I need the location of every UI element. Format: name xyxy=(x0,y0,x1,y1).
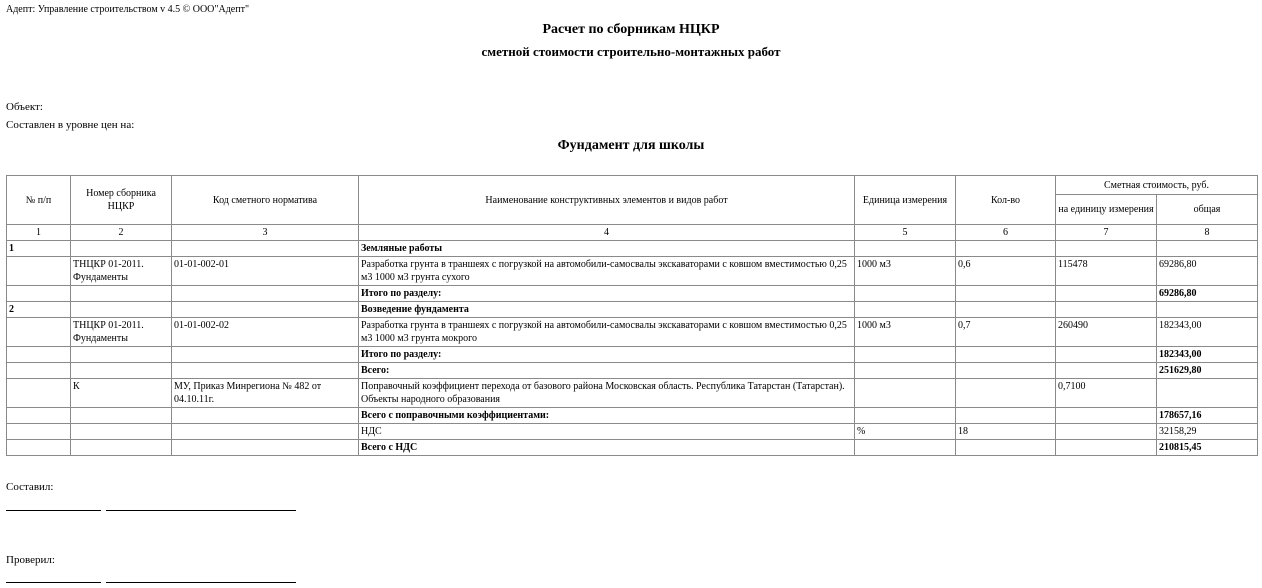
cell-qty xyxy=(956,440,1056,456)
column-number-6: 6 xyxy=(956,225,1056,241)
cell-unit xyxy=(855,408,956,424)
cell-per-unit xyxy=(1056,408,1157,424)
cell-code xyxy=(172,363,359,379)
table-row xyxy=(7,286,1258,302)
cell-collection xyxy=(71,286,172,302)
header-collection: Номер сборника НЦКР xyxy=(71,176,172,225)
cell-per-unit xyxy=(1056,286,1157,302)
cell-name: Земляные работы xyxy=(359,241,855,257)
table-row xyxy=(7,408,1258,424)
cell-per-unit: 0,7100 xyxy=(1056,379,1157,408)
column-number-7: 7 xyxy=(1056,225,1157,241)
compiled-by-name-line xyxy=(106,510,296,511)
cell-per-unit xyxy=(1056,347,1157,363)
cell-total: 182343,00 xyxy=(1157,347,1258,363)
cell-code xyxy=(172,241,359,257)
cell-total: 210815,45 xyxy=(1157,440,1258,456)
estimate-table-body xyxy=(7,176,1258,456)
cell-code: МУ, Приказ Минрегиона № 482 от 04.10.11г. xyxy=(172,379,359,408)
cell-num xyxy=(7,379,71,408)
cell-num xyxy=(7,318,71,347)
cell-per-unit: 260490 xyxy=(1056,318,1157,347)
cell-qty: 0,7 xyxy=(956,318,1056,347)
cell-num xyxy=(7,286,71,302)
cell-unit xyxy=(855,347,956,363)
cell-per-unit xyxy=(1056,440,1157,456)
cell-qty xyxy=(956,347,1056,363)
header-per-unit: на единицу измерения xyxy=(1056,195,1157,225)
cell-total: 178657,16 xyxy=(1157,408,1258,424)
table-row xyxy=(7,363,1258,379)
cell-total: 251629,80 xyxy=(1157,363,1258,379)
cell-per-unit xyxy=(1056,241,1157,257)
cell-num: 1 xyxy=(7,241,71,257)
cell-name: Всего: xyxy=(359,363,855,379)
cell-collection: ТНЦКР 01-2011. Фундаменты xyxy=(71,318,172,347)
cell-qty xyxy=(956,302,1056,318)
cell-unit: 1000 м3 xyxy=(855,318,956,347)
cell-num xyxy=(7,440,71,456)
cell-collection xyxy=(71,302,172,318)
cell-code xyxy=(172,347,359,363)
cell-total xyxy=(1157,379,1258,408)
cell-num xyxy=(7,408,71,424)
column-number-1: 1 xyxy=(7,225,71,241)
cell-per-unit xyxy=(1056,302,1157,318)
header-cost-group: Сметная стоимость, руб. xyxy=(1056,176,1258,195)
cell-code: 01-01-002-01 xyxy=(172,257,359,286)
cell-qty xyxy=(956,241,1056,257)
table-row xyxy=(7,241,1258,257)
header-code: Код сметного норматива xyxy=(172,176,359,225)
header-name: Наименование конструктивных элементов и видов работ xyxy=(359,176,855,225)
app-header-note: Адепт: Управление строительством v 4.5 © ООО"Адепт" xyxy=(6,4,250,15)
checked-by-label: Проверил: xyxy=(6,554,55,566)
column-number-5: 5 xyxy=(855,225,956,241)
cell-unit: % xyxy=(855,424,956,440)
cell-total: 69286,80 xyxy=(1157,286,1258,302)
cell-collection xyxy=(71,440,172,456)
column-number-3: 3 xyxy=(172,225,359,241)
cell-name: Разработка грунта в траншеях с погрузкой на автомобили-самосвалы экскаваторами с ковшом вместимостью 0,25 м3 1000 м3 грунта сухого xyxy=(359,257,855,286)
cell-unit xyxy=(855,363,956,379)
price-level-label: Составлен в уровне цен на: xyxy=(6,119,135,131)
cell-name: Итого по разделу: xyxy=(359,286,855,302)
cell-per-unit xyxy=(1056,424,1157,440)
cell-qty xyxy=(956,286,1056,302)
table-row xyxy=(7,302,1258,318)
cell-qty: 18 xyxy=(956,424,1056,440)
cell-num xyxy=(7,363,71,379)
cell-code xyxy=(172,302,359,318)
cell-qty: 0,6 xyxy=(956,257,1056,286)
compiled-by-signature-line xyxy=(6,510,101,511)
cell-unit: 1000 м3 xyxy=(855,257,956,286)
document-title: Расчет по сборникам НЦКР xyxy=(542,22,720,37)
estimate-table xyxy=(6,175,1258,456)
cell-num xyxy=(7,347,71,363)
cell-name: НДС xyxy=(359,424,855,440)
cell-code: 01-01-002-02 xyxy=(172,318,359,347)
cell-total: 182343,00 xyxy=(1157,318,1258,347)
column-number-4: 4 xyxy=(359,225,855,241)
table-row xyxy=(7,257,1258,286)
cell-per-unit xyxy=(1056,363,1157,379)
cell-total: 69286,80 xyxy=(1157,257,1258,286)
cell-num: 2 xyxy=(7,302,71,318)
cell-collection xyxy=(71,424,172,440)
cell-qty xyxy=(956,363,1056,379)
cell-total xyxy=(1157,241,1258,257)
cell-qty xyxy=(956,408,1056,424)
checked-by-signature-line xyxy=(6,582,101,583)
document-subtitle: сметной стоимости строительно-монтажных работ xyxy=(481,44,781,59)
object-name: Фундамент для школы xyxy=(557,138,705,153)
cell-name: Возведение фундамента xyxy=(359,302,855,318)
checked-by-name-line xyxy=(106,582,296,583)
cell-name: Всего с поправочными коэффициентами: xyxy=(359,408,855,424)
column-number-8: 8 xyxy=(1157,225,1258,241)
cell-collection xyxy=(71,363,172,379)
cell-unit xyxy=(855,379,956,408)
cell-unit xyxy=(855,302,956,318)
cell-qty xyxy=(956,379,1056,408)
cell-collection: ТНЦКР 01-2011. Фундаменты xyxy=(71,257,172,286)
cell-num xyxy=(7,424,71,440)
cell-code xyxy=(172,440,359,456)
cell-total: 32158,29 xyxy=(1157,424,1258,440)
header-num: № п/п xyxy=(7,176,71,225)
cell-collection xyxy=(71,241,172,257)
cell-unit xyxy=(855,241,956,257)
cell-collection xyxy=(71,408,172,424)
table-row xyxy=(7,347,1258,363)
cell-code xyxy=(172,408,359,424)
compiled-by-label: Составил: xyxy=(6,481,54,493)
table-row xyxy=(7,318,1258,347)
cell-name: Поправочный коэффициент перехода от базового района Московская область. Республика Татарстан (Татарстан). Объекты народного образования xyxy=(359,379,855,408)
cell-num xyxy=(7,257,71,286)
cell-name: Итого по разделу: xyxy=(359,347,855,363)
object-label: Объект: xyxy=(6,101,43,113)
cell-per-unit: 115478 xyxy=(1056,257,1157,286)
table-row xyxy=(7,424,1258,440)
cell-code xyxy=(172,286,359,302)
cell-name: Всего с НДС xyxy=(359,440,855,456)
cell-collection xyxy=(71,347,172,363)
cell-unit xyxy=(855,286,956,302)
cell-unit xyxy=(855,440,956,456)
table-row xyxy=(7,379,1258,408)
cell-total xyxy=(1157,302,1258,318)
cell-collection: К xyxy=(71,379,172,408)
header-total: общая xyxy=(1157,195,1258,225)
column-number-2: 2 xyxy=(71,225,172,241)
header-qty: Кол-во xyxy=(956,176,1056,225)
header-unit: Единица измерения xyxy=(855,176,956,225)
cell-name: Разработка грунта в траншеях с погрузкой на автомобили-самосвалы экскаваторами с ковшом вместимостью 0,25 м3 1000 м3 грунта мокрого xyxy=(359,318,855,347)
column-number-row xyxy=(7,225,1258,241)
cell-code xyxy=(172,424,359,440)
table-row xyxy=(7,440,1258,456)
